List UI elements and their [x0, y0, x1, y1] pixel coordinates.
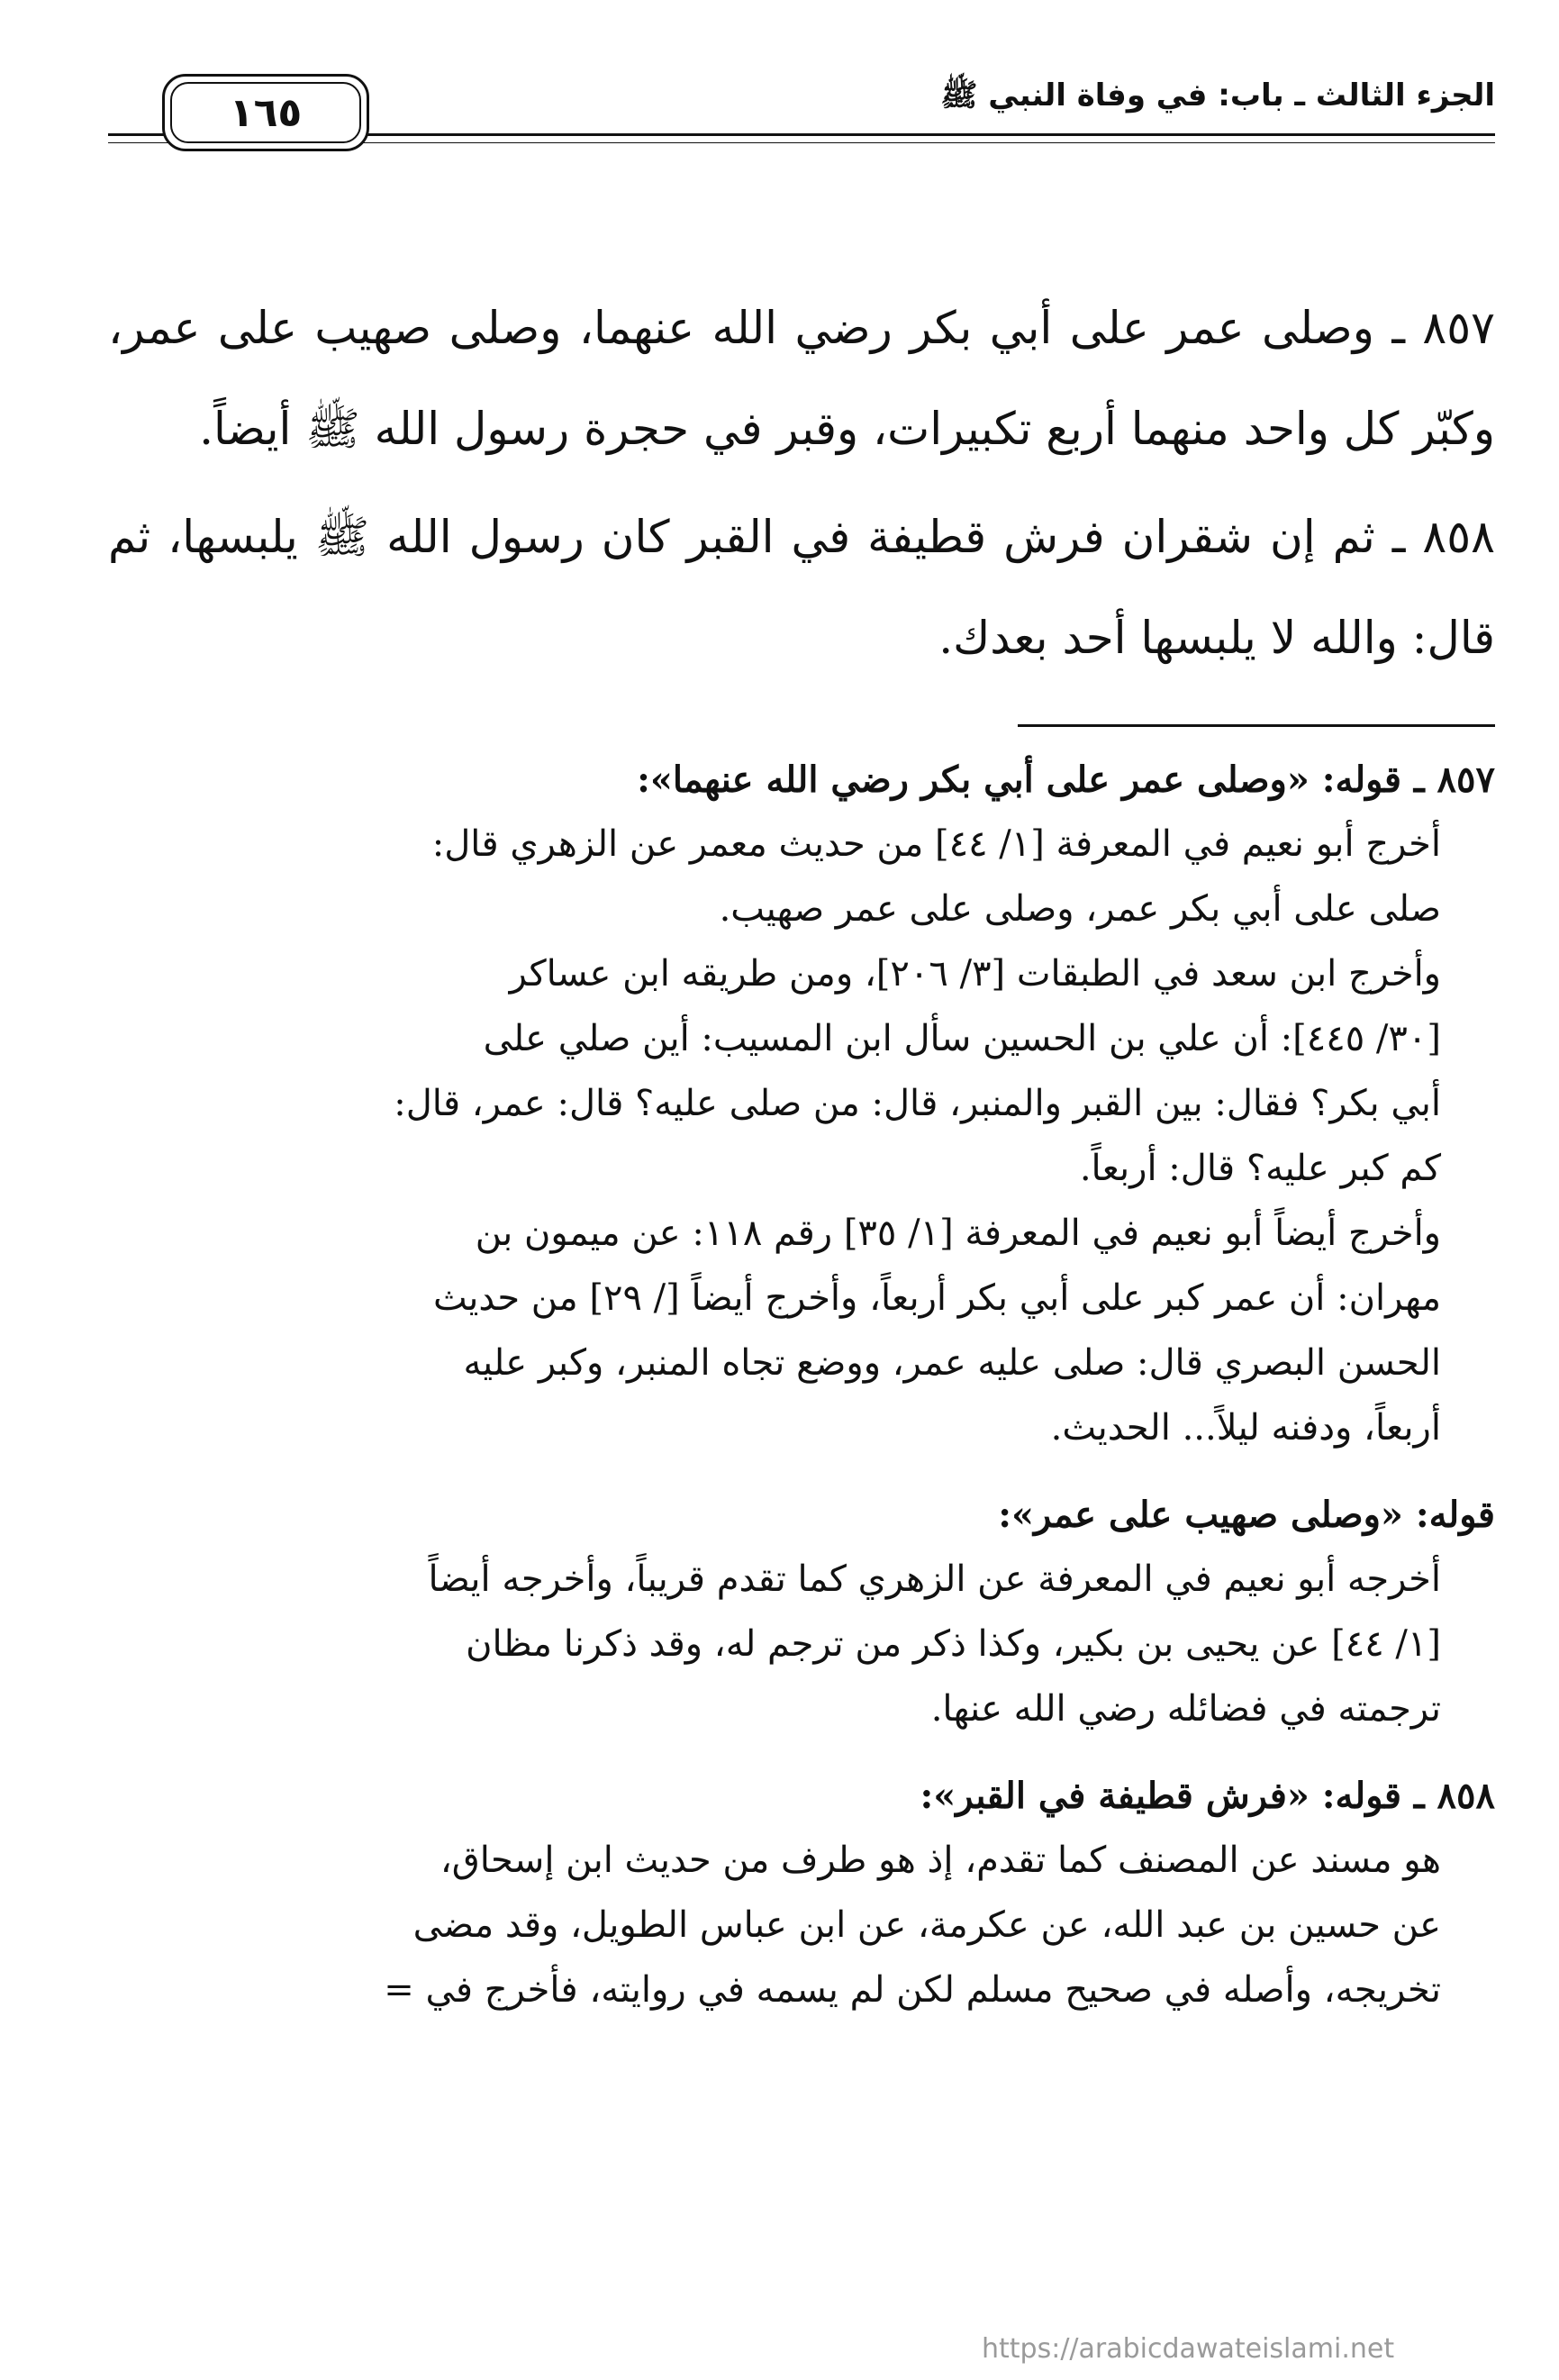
footnote-separator — [1018, 724, 1495, 727]
footnote-heading: ٨٥٨ ـ قوله: «فرش قطيفة في القبر»: — [920, 1775, 1495, 1817]
page-number: ١٦٥ — [170, 82, 361, 143]
footnote-line: أخرج أبو نعيم في المعرفة [١/ ٤٤] من حديث معمر عن الزهري قال: — [431, 823, 1441, 865]
footnote-line: كم كبر عليه؟ قال: أربعاً. — [1079, 1148, 1441, 1189]
footnote-line: أبي بكر؟ فقال: بين القبر والمنبر، قال: من صلى عليه؟ قال: عمر، قال: — [394, 1083, 1441, 1124]
main-text — [108, 277, 1495, 688]
footnote-line: وأخرج ابن سعد في الطبقات [٣/ ٢٠٦]، ومن طريقه ابن عساكر — [509, 953, 1441, 995]
footnote-line: أخرجه أبو نعيم في المعرفة عن الزهري كما تقدم قريباً، وأخرجه أيضاً — [428, 1558, 1441, 1600]
footnote-line: هو مسند عن المصنف كما تقدم، إذ هو طرف من حديث ابن إسحاق، — [440, 1840, 1441, 1881]
footnote-line: صلى على أبي بكر عمر، وصلى على عمر صهيب. — [719, 888, 1441, 930]
footnote-heading: قوله: «وصلى صهيب على عمر»: — [998, 1494, 1495, 1536]
footnote-suhaib — [108, 1484, 1495, 1741]
footnote-line: عن حسين بن عبد الله، عن عكرمة، عن ابن عباس الطويل، وقد مضى — [412, 1904, 1441, 1946]
footnotes — [108, 749, 1495, 2022]
running-head: الجزء الثالث ـ باب: في وفاة النبي ﷺ — [940, 77, 1495, 114]
page-header — [108, 54, 1495, 162]
footnote-857 — [108, 749, 1495, 1460]
watermark-url: https://arabicdawateislami.net — [982, 2333, 1395, 2365]
footnote-line: [٣٠/ ٤٤٥]: أن علي بن الحسين سأل ابن المسيب: أين صلي على — [483, 1018, 1441, 1059]
footnote-line: [١/ ٤٤] عن يحيى بن بكير، وكذا ذكر من ترجم له، وقد ذكرنا مظان — [466, 1623, 1441, 1665]
footnote-line: ترجمته في فضائله رضي الله عنها. — [930, 1688, 1441, 1730]
footnote-line: وأخرج أيضاً أبو نعيم في المعرفة [١/ ٣٥] رقم ١١٨: عن ميمون بن — [475, 1213, 1441, 1254]
page-number-frame — [162, 74, 369, 151]
footnote-line: مهران: أن عمر كبر على أبي بكر أربعاً، وأخرج أيضاً [/ ٢٩] من حديث — [432, 1277, 1441, 1319]
book-page — [108, 54, 1495, 2360]
footnote-heading: ٨٥٧ ـ قوله: «وصلى عمر على أبي بكر رضي الله عنهما»: — [637, 759, 1495, 801]
footnote-858 — [108, 1765, 1495, 2022]
main-paragraph-857: ٨٥٧ ـ وصلى عمر على أبي بكر رضي الله عنهما، وصلى صهيب على عمر، وكبّر كل واحد منهما أربع تكبيرات، وقبر في حجرة رسول الله ﷺ أيضاً. — [108, 302, 1495, 455]
footnote-line: الحسن البصري قال: صلى عليه عمر، ووضع تجاه المنبر، وكبر عليه — [463, 1342, 1441, 1384]
footnote-line: أربعاً، ودفنه ليلاً... الحديث. — [1050, 1407, 1441, 1449]
footnote-line: تخريجه، وأصله في صحيح مسلم لكن لم يسمه في روايته، فأخرج في = — [384, 1969, 1441, 2011]
main-paragraph-858: ٨٥٨ ـ ثم إن شقران فرش قطيفة في القبر كان رسول الله ﷺ يلبسها، ثم قال: والله لا يلبسها أحد بعدك. — [108, 511, 1495, 664]
